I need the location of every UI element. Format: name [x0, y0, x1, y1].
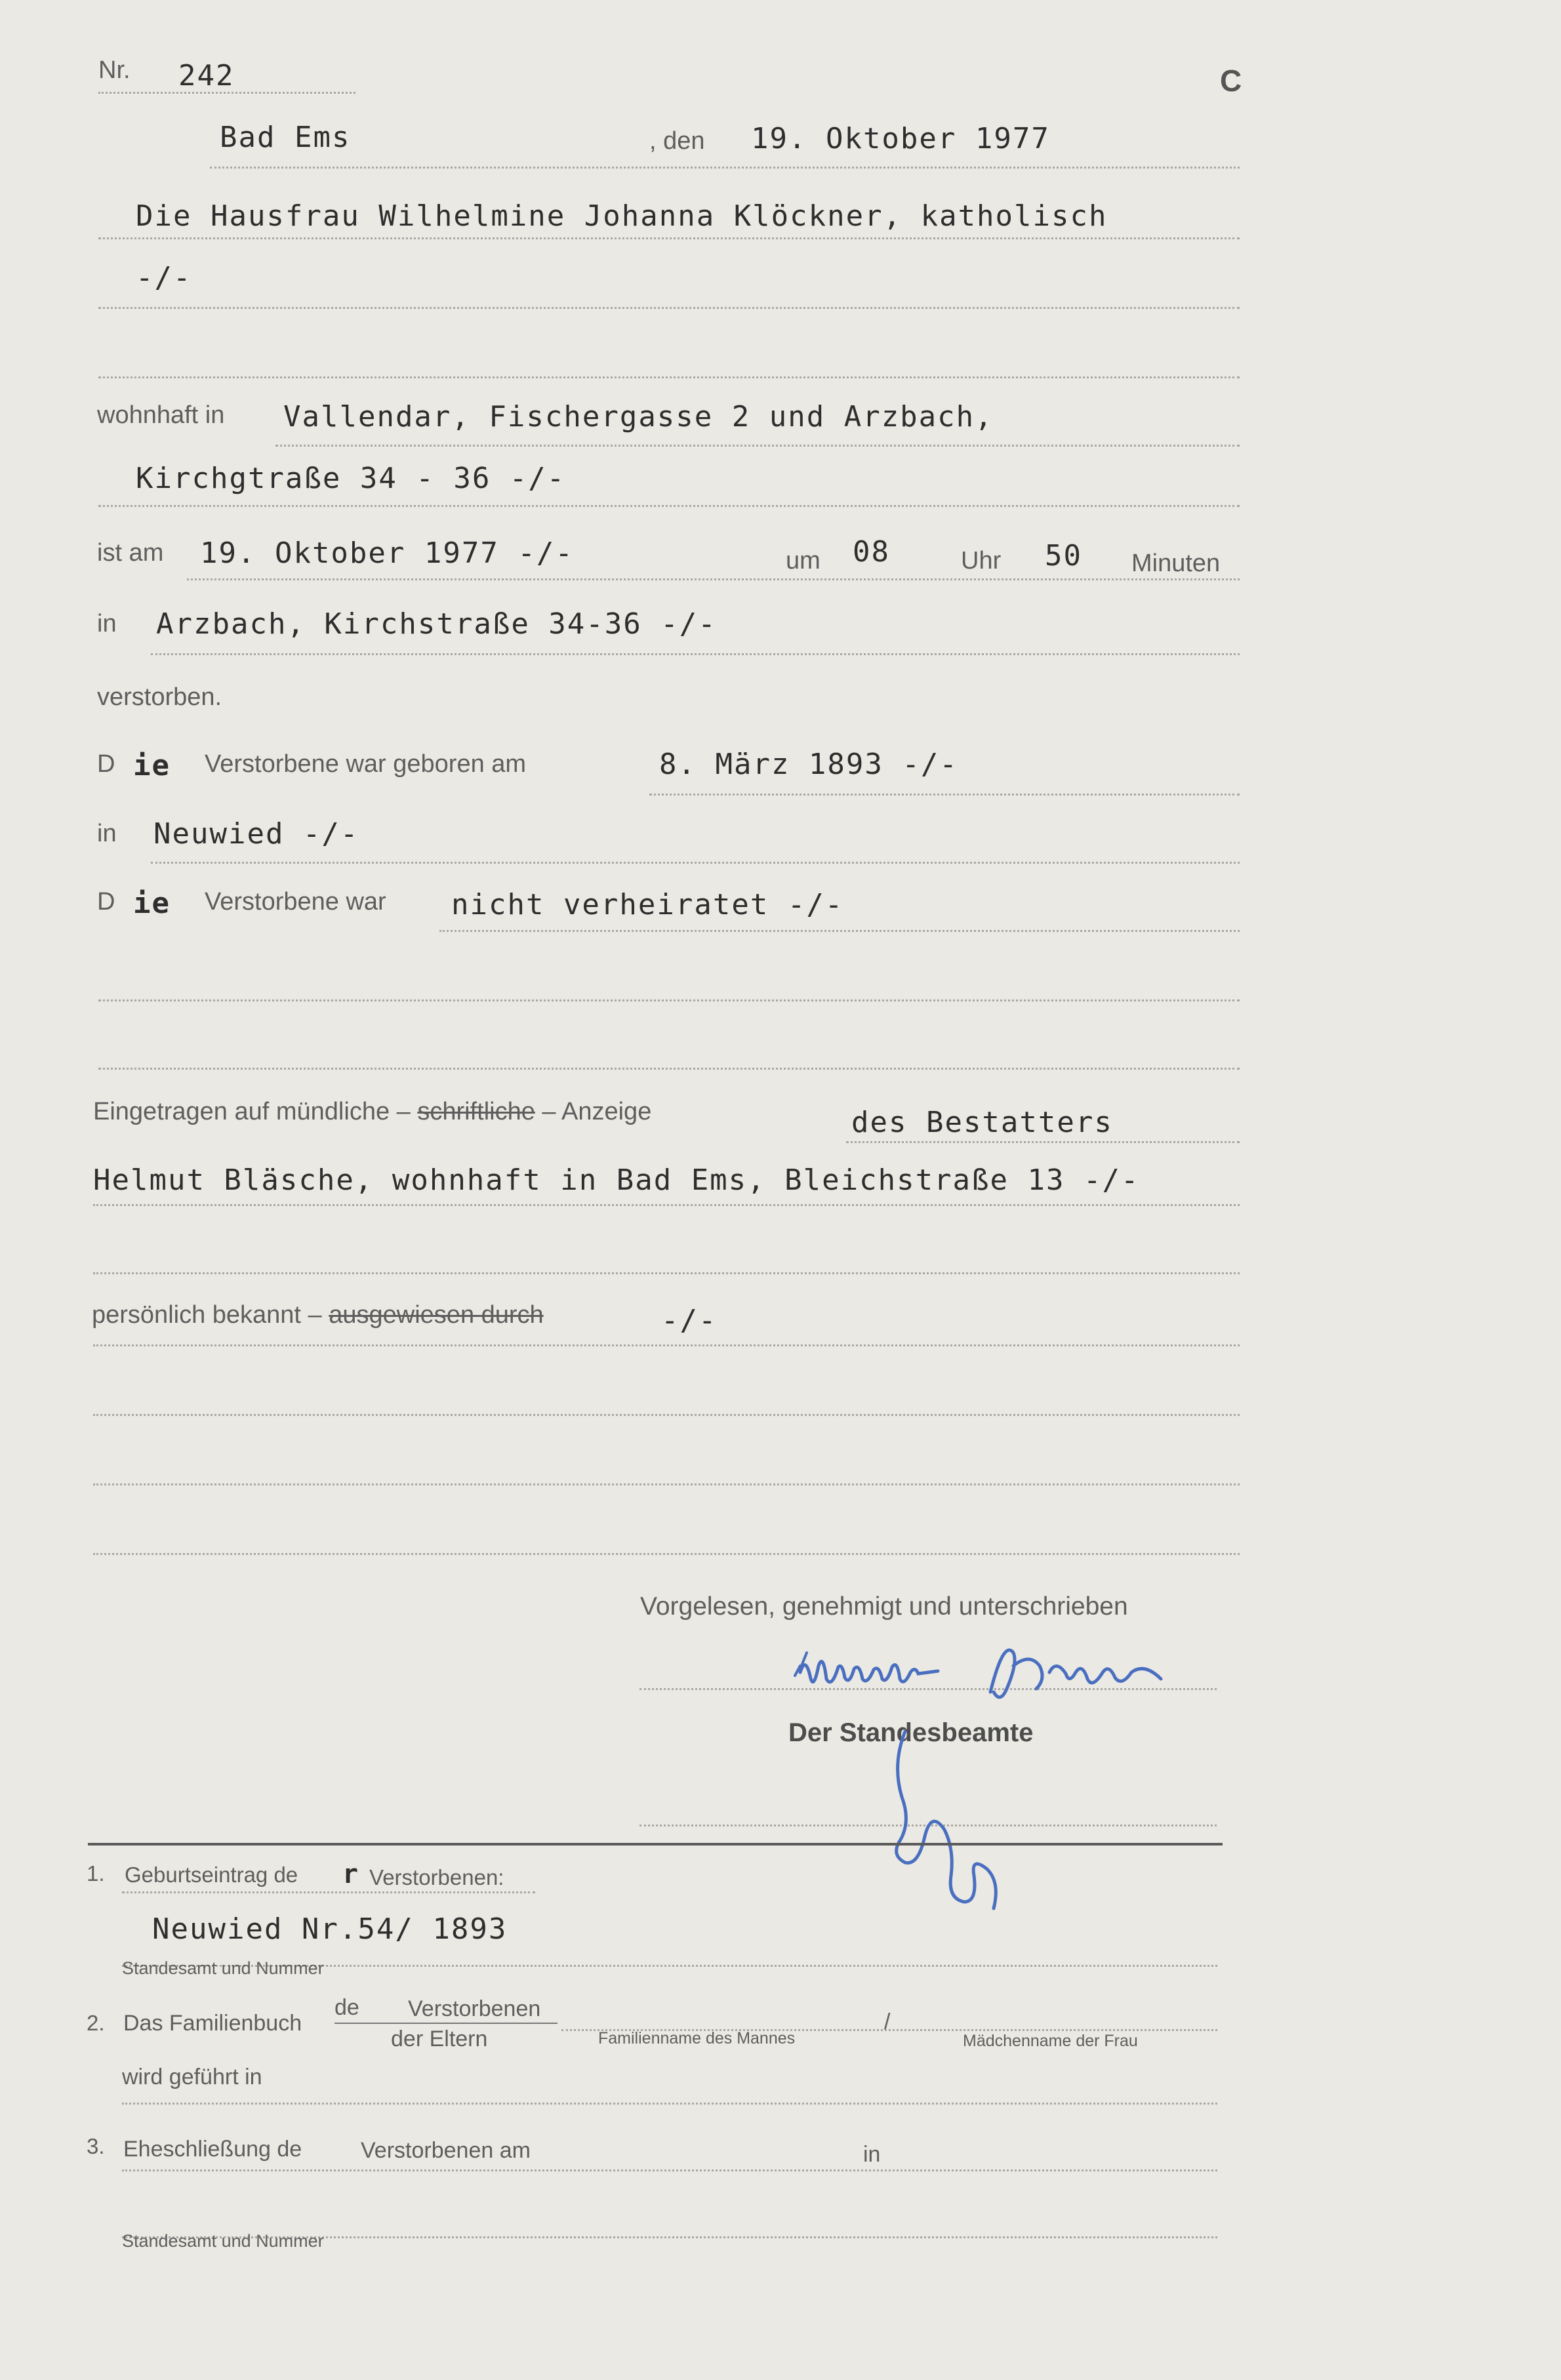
- rule: [122, 2103, 1217, 2105]
- rule: [122, 1891, 535, 1893]
- fn2-label: Das Familienbuch: [123, 2011, 302, 2036]
- rule: [98, 505, 1240, 507]
- residence-label: wohnhaft in: [97, 401, 225, 429]
- registry-place: Bad Ems: [220, 121, 351, 154]
- rule: [151, 653, 1240, 655]
- rule: [122, 2169, 1217, 2171]
- birth-place-label: in: [97, 820, 117, 847]
- notice-struck: schriftliche: [417, 1098, 535, 1125]
- rule: [93, 1414, 1240, 1416]
- um-label: um: [786, 547, 821, 575]
- signer-label: Der Standesbeamte: [788, 1718, 1034, 1747]
- header-line: [210, 167, 1240, 169]
- paraph-image: [866, 1725, 1023, 1922]
- notice-value-2: Helmut Bläsche, wohnhaft in Bad Ems, Bleichstraße 13 -/-: [93, 1163, 1140, 1197]
- closing-text: Vorgelesen, genehmigt und unterschrieben: [640, 1592, 1128, 1621]
- rule: [98, 1068, 1240, 1070]
- identity-struck: ausgewiesen durch: [329, 1301, 544, 1329]
- birth-place: Neuwied -/-: [153, 817, 359, 851]
- fn3-verstorbenen: Verstorbenen am: [361, 2138, 531, 2163]
- rule: [93, 1483, 1240, 1485]
- rule: [98, 237, 1240, 239]
- deceased-name-cont: -/-: [136, 261, 192, 294]
- fn2-slash: /: [884, 2009, 891, 2034]
- birth-date: 8. März 1893 -/-: [659, 748, 958, 781]
- fn2-number: 2.: [87, 2011, 105, 2035]
- signature-image: [787, 1626, 1286, 1725]
- fn3-number: 3.: [87, 2134, 105, 2158]
- death-date: 19. Oktober 1977 -/-: [200, 536, 574, 570]
- rule: [275, 445, 1240, 447]
- fn2-frau-caption: Mädchenname der Frau: [963, 2032, 1138, 2050]
- notice-label: Eingetragen auf mündliche – schriftliche – Anzeige: [93, 1098, 652, 1125]
- rule: [187, 578, 1240, 580]
- notice-value-1: des Bestatters: [851, 1106, 1113, 1139]
- fn1-value: Neuwied Nr.54/ 1893: [152, 1912, 508, 1946]
- rule: [649, 794, 1240, 796]
- den-label: , den: [649, 127, 705, 155]
- record-number: 242: [178, 59, 235, 92]
- death-place: Arzbach, Kirchstraße 34-36 -/-: [156, 607, 717, 641]
- birth-prefix: D: [97, 750, 115, 778]
- registry-date: 19. Oktober 1977: [751, 122, 1050, 155]
- rule: [846, 1141, 1240, 1143]
- fn1-r-mark: r: [342, 1859, 360, 1889]
- marital-status: nicht verheiratet -/-: [451, 888, 844, 921]
- uhr-label: Uhr: [961, 547, 1002, 575]
- death-minutes: 50: [1045, 539, 1082, 573]
- fn2-gefuehrt: wird geführt in: [122, 2065, 262, 2089]
- marital-suffix: ie: [133, 887, 171, 920]
- death-date-label: ist am: [97, 539, 164, 567]
- fn2-de: de: [334, 1995, 359, 2020]
- minuten-label: Minuten: [1131, 550, 1221, 577]
- fraction-line: [334, 2023, 558, 2024]
- birth-suffix: ie: [133, 749, 171, 782]
- identity-value: -/-: [661, 1304, 718, 1337]
- fn2-verstorbenen: Verstorbenen: [408, 1996, 541, 2021]
- marital-prefix: D: [97, 888, 115, 916]
- fn1-caption: Standesamt und Nummer: [122, 1958, 324, 1978]
- section-divider: [88, 1843, 1223, 1846]
- rule: [93, 1553, 1240, 1555]
- corner-mark: C: [1220, 64, 1242, 98]
- fn2-mann-caption: Familienname des Mannes: [598, 2029, 796, 2047]
- fn2-eltern: der Eltern: [391, 2027, 488, 2051]
- residence-line2: Kirchgtraße 34 - 36 -/-: [136, 462, 566, 495]
- birth-label: Verstorbene war geboren am: [205, 750, 527, 778]
- rule: [98, 999, 1240, 1001]
- fn3-in: in: [863, 2142, 881, 2167]
- rule: [439, 930, 1240, 932]
- deceased-name: Die Hausfrau Wilhelmine Johanna Klöckner, katholisch: [136, 199, 1108, 233]
- fn1-verstorbenen: Verstorbenen:: [369, 1865, 504, 1889]
- death-place-label: in: [97, 610, 117, 637]
- verstorben-label: verstorben.: [97, 683, 222, 711]
- identity-label: persönlich bekannt – ausgewiesen durch: [92, 1301, 544, 1329]
- fn3-caption: Standesamt und Nummer: [122, 2231, 324, 2251]
- nr-label: Nr.: [98, 56, 131, 84]
- fn1-number: 1.: [87, 1861, 105, 1886]
- marital-label: Verstorbene war: [205, 888, 386, 916]
- rule: [98, 376, 1240, 378]
- rule: [151, 862, 1240, 864]
- fn3-label: Eheschließung de: [123, 2137, 302, 2162]
- nr-line: [98, 92, 355, 94]
- rule: [98, 307, 1240, 309]
- death-hour: 08: [853, 535, 890, 569]
- fn1-label: Geburtseintrag de: [125, 1863, 298, 1887]
- residence-line1: Vallendar, Fischergasse 2 und Arzbach,: [283, 400, 994, 434]
- rule: [93, 1344, 1240, 1346]
- rule: [93, 1272, 1240, 1274]
- rule: [93, 1204, 1240, 1206]
